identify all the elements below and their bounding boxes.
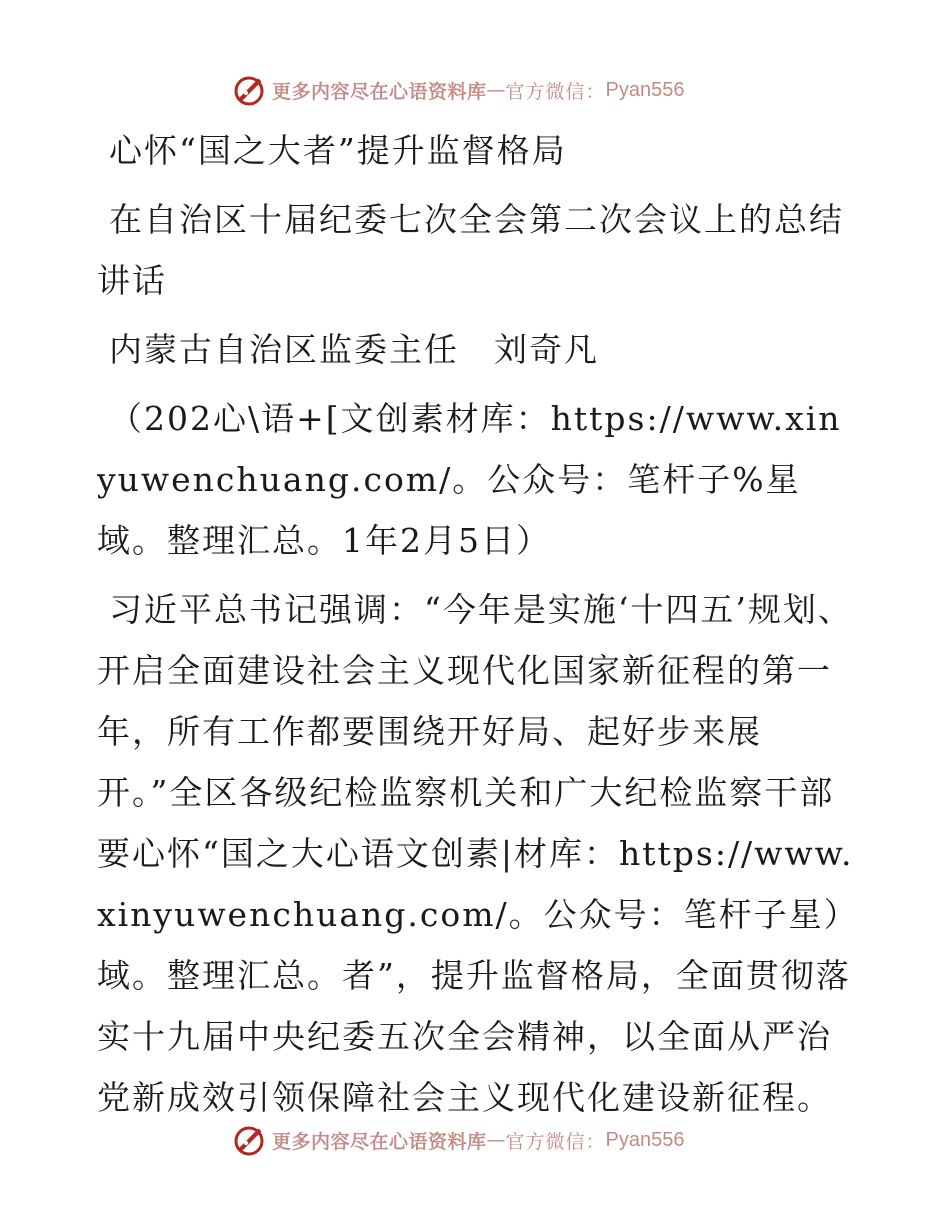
- watermark-wechat-id: Pyan556: [605, 1128, 685, 1151]
- watermark-brand: 更多内容尽在心语资料库: [272, 1130, 487, 1153]
- watermark-banner-top: [232, 70, 685, 110]
- pen-logo-icon: [232, 1122, 268, 1158]
- document-source-note: （202心\语+[文创素材库：https://www.xinyuwenchuang.com/。公众号：笔杆子%星域。整理汇总。1年2月5日）: [97, 399, 842, 560]
- watermark-banner-bottom: [232, 1120, 685, 1160]
- document-content: [97, 120, 857, 1128]
- document-title: 心怀“国之大者”提升监督格局: [109, 131, 567, 170]
- watermark-wechat-label: 官方微信：: [505, 80, 606, 103]
- watermark-wechat-id: Pyan556: [605, 78, 685, 101]
- document-body-paragraph: 习近平总书记强调：“今年是实施‘十四五’规划、开启全面建设社会主义现代化国家新征程的第一年，所有工作都要围绕开好局、起好步来展开。”全区各级纪检监察机关和广大纪检监察干部要心怀“国之大心语文创素|材库：https://www.xinyuwenchuang.com/。公众号：笔杆子星）域。整理汇总。者”，提升监督格局，全面贯彻落实十九届中央纪委五次全会精神，以全面从严治党新成效引领保障社会主义现代化建设新征程。: [97, 590, 854, 1117]
- watermark-brand: 更多内容尽在心语资料库: [272, 80, 487, 103]
- pen-logo-icon: [232, 72, 268, 108]
- watermark-wechat-label: 官方微信：: [505, 1130, 606, 1153]
- document-subtitle: 在自治区十届纪委七次全会第二次会议上的总结讲话: [97, 200, 844, 300]
- document-byline: 内蒙古自治区监委主任 刘奇凡: [109, 330, 599, 369]
- watermark-separator: —: [486, 79, 506, 101]
- watermark-separator: —: [486, 1129, 506, 1151]
